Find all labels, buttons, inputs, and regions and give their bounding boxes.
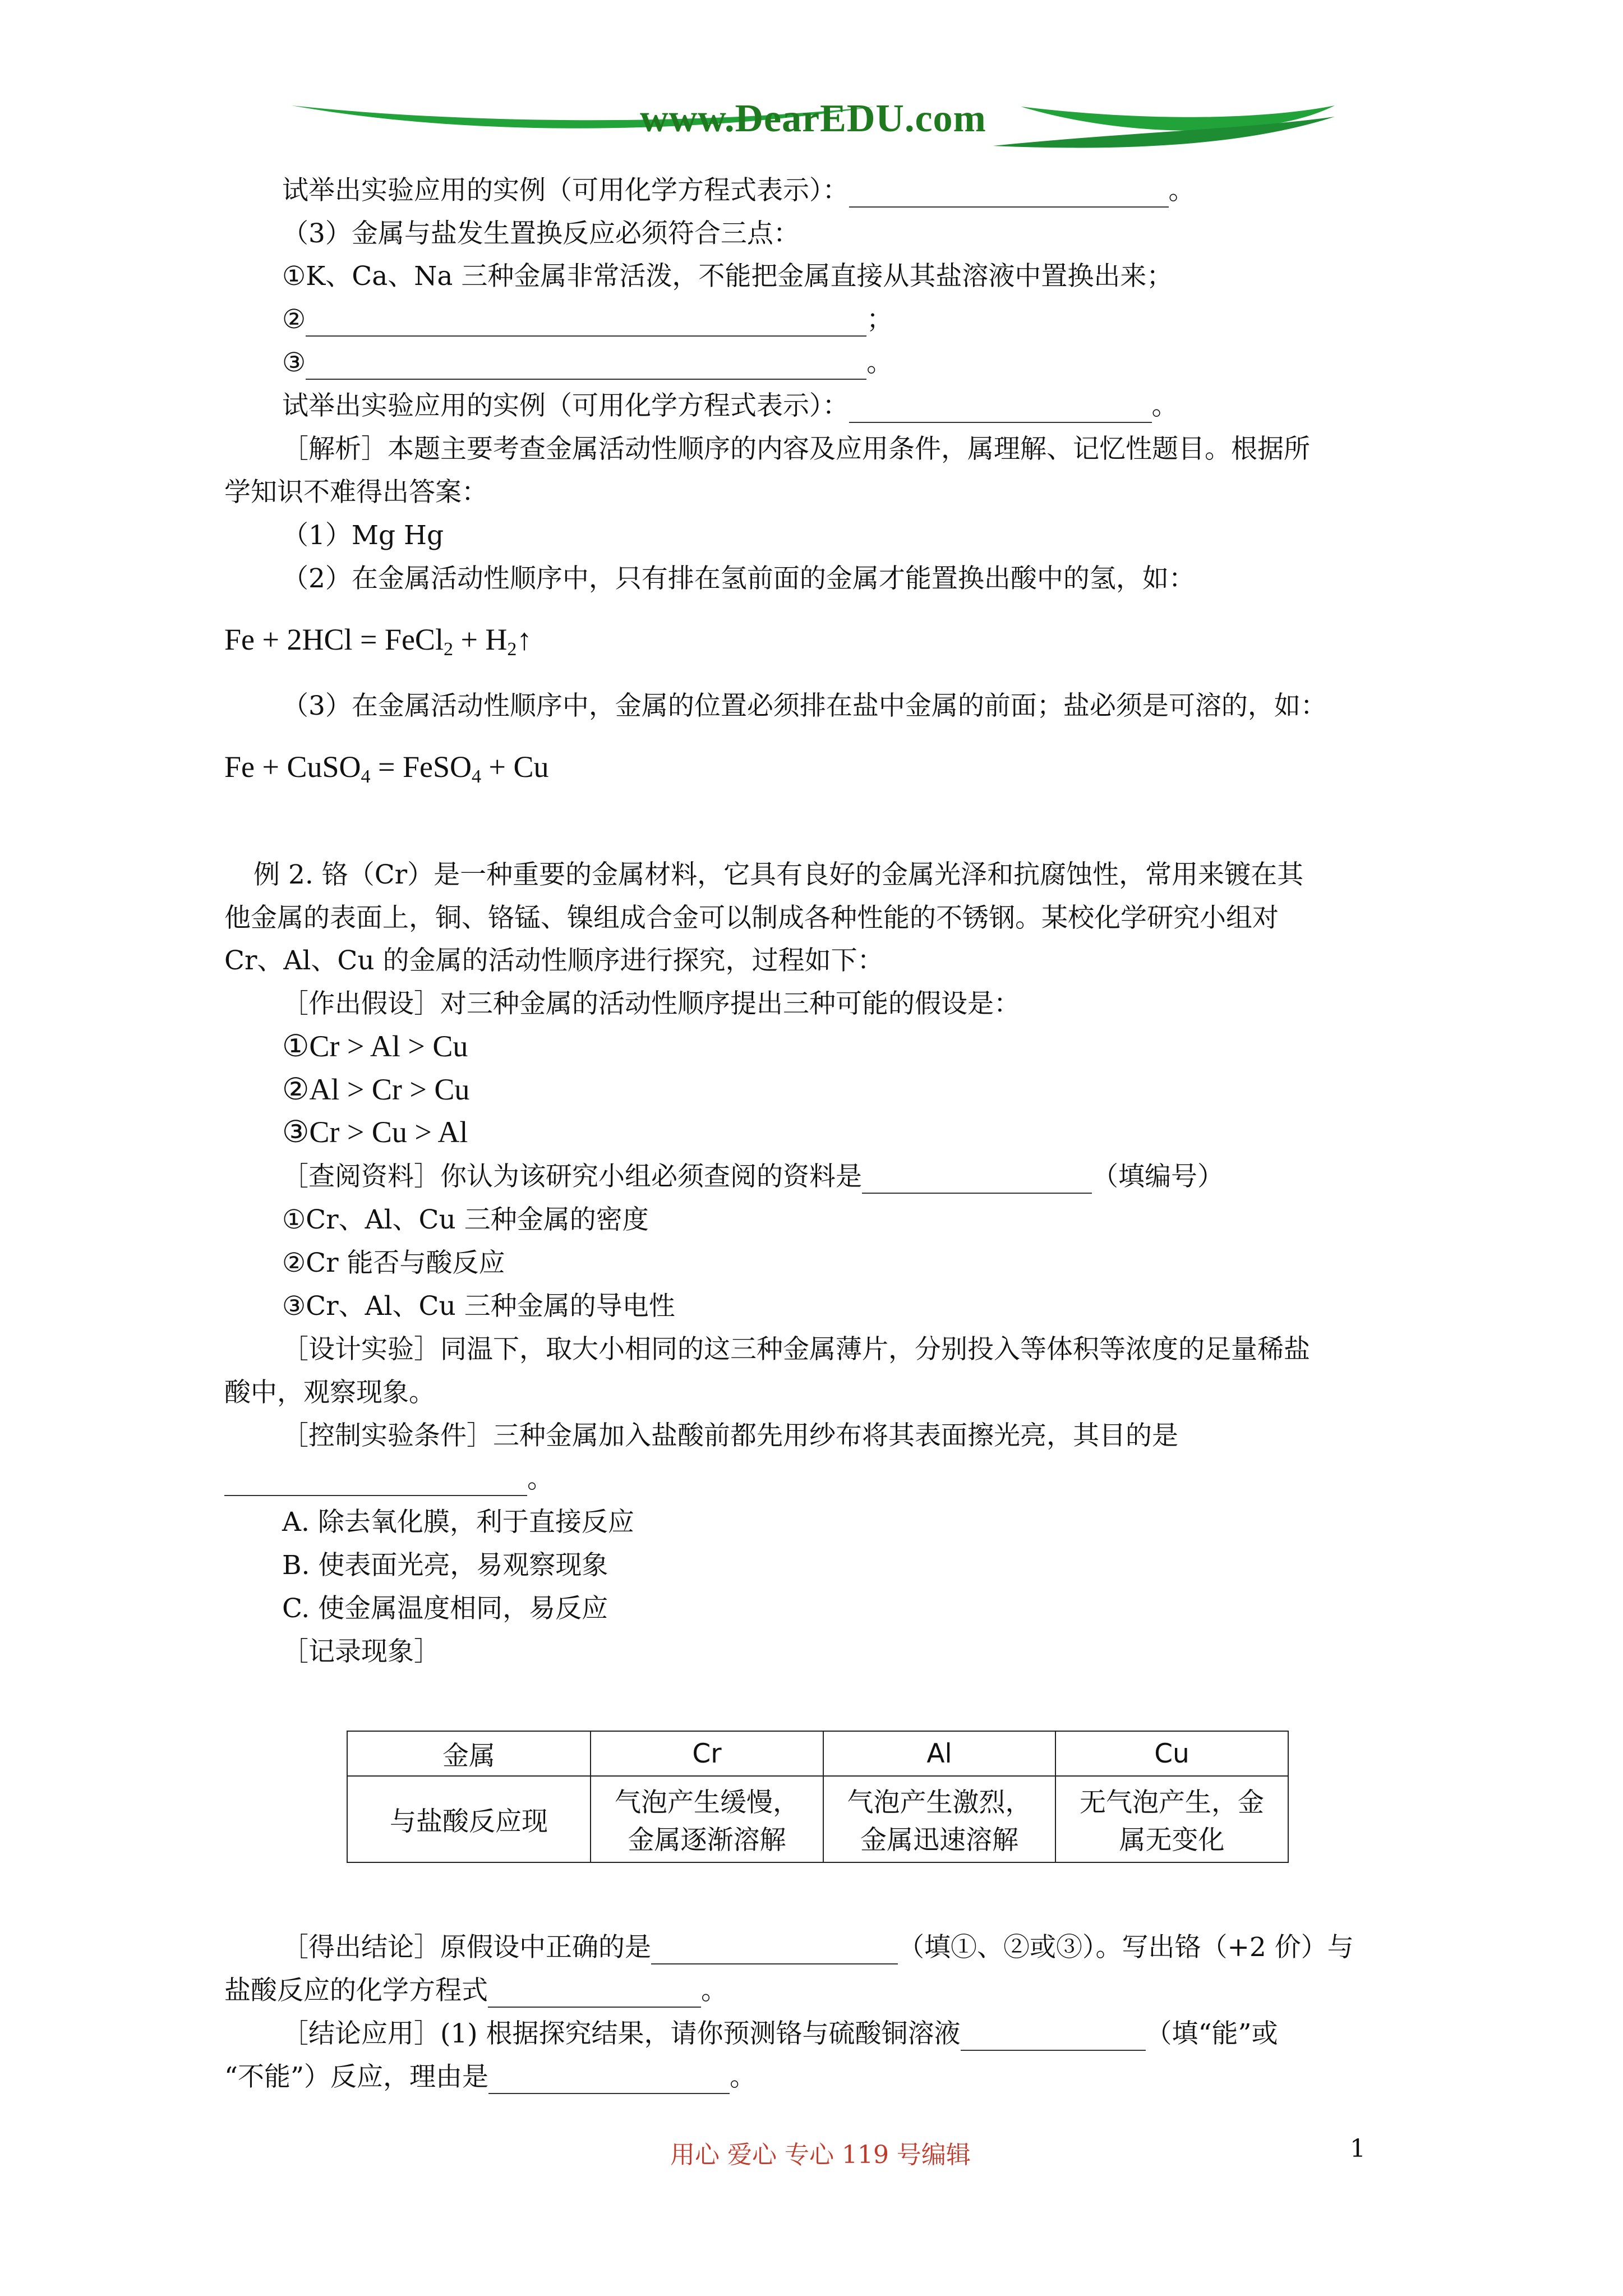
logo-text: www.DearEDU.com (640, 97, 986, 140)
hypothesis-3: ③Cr > Cu > Al (282, 1115, 468, 1149)
page-number: 1 (1350, 2134, 1366, 2163)
text-line: ①Cr、Al、Cu 三种金属的密度 (282, 1204, 649, 1235)
text-line: ② ； (282, 303, 893, 337)
answer-blank (224, 1470, 527, 1496)
text-line: ［得出结论］原假设中正确的是 （填①、②或③）。写出铬（+2 价）与 (282, 1931, 1354, 1964)
text-line: 。 (224, 1462, 554, 1496)
table-cell: 无气泡产生，金 属无变化 (1055, 1776, 1288, 1862)
option-a: A. 除去氧化膜，利于直接反应 (282, 1507, 634, 1538)
text-line: ［结论应用］(1) 根据探究结果，请你预测铬与硫酸铜溶液 （填“能”或 (282, 2017, 1278, 2051)
text-line: （1）Mg Hg (282, 520, 444, 551)
table-header-cell: Cr (591, 1731, 823, 1776)
table-cell: 气泡产生缓慢， 金属逐渐溶解 (591, 1776, 823, 1862)
answer-blank (961, 2025, 1146, 2051)
answer-blank (651, 1939, 898, 1964)
text-line: ［记录现象］ (282, 1636, 440, 1667)
table-cell: 气泡产生激烈， 金属迅速溶解 (823, 1776, 1055, 1862)
header-logo (292, 84, 1335, 168)
text-line: ［解析］本题主要考查金属活动性顺序的内容及应用条件，属理解、记忆性题目。根据所 (282, 434, 1310, 464)
reaction-table (347, 1731, 1289, 1863)
text-line: （3）金属与盐发生置换反应必须符合三点： (282, 218, 800, 249)
answer-blank (862, 1168, 1092, 1194)
text-line: ［作出假设］对三种金属的活动性顺序提出三种可能的假设是： (282, 988, 1020, 1019)
option-b: B. 使表面光亮，易观察现象 (282, 1550, 608, 1581)
table-header-cell: Cu (1055, 1731, 1288, 1776)
text-line: ①K、Ca、Na 三种金属非常活泼，不能把金属直接从其盐溶液中置换出来； (282, 261, 1173, 292)
text-line: （2）在金属活动性顺序中，只有排在氢前面的金属才能置换出酸中的氢，如： (282, 563, 1195, 594)
example-heading: 例 2. 铬（Cr）是一种重要的金属材料，它具有良好的金属光泽和抗腐蚀性，常用来镀在其 (253, 859, 1304, 890)
text-line: 试举出实验应用的实例（可用化学方程式表示）： 。 (282, 174, 1195, 208)
text-line: “不能”）反应，理由是 。 (224, 2060, 756, 2094)
hypothesis-2: ②Al > Cr > Cu (282, 1073, 470, 1106)
text-line: 试举出实验应用的实例（可用化学方程式表示）： 。 (282, 389, 1178, 423)
text-line: 酸中，观察现象。 (224, 1377, 435, 1408)
answer-blank (306, 354, 866, 380)
text-line: 学知识不难得出答案： (224, 477, 488, 508)
footer-text: 用心 爱心 专心 119 号编辑 (670, 2141, 971, 2169)
text-line: ③ 。 (282, 346, 893, 380)
table-header-cell: 金属 (347, 1731, 591, 1776)
text-line: （3）在金属活动性顺序中，金属的位置必须排在盐中金属的前面；盐必须是可溶的，如： (282, 691, 1327, 721)
table-row-label: 与盐酸反应现 (347, 1776, 591, 1862)
text-line: ［控制实验条件］三种金属加入盐酸前都先用纱布将其表面擦光亮，其目的是 (282, 1420, 1178, 1451)
hypothesis-1: ①Cr > Al > Cu (282, 1029, 468, 1063)
text-line: ［查阅资料］你认为该研究小组必须查阅的资料是 （填编号） (282, 1160, 1224, 1194)
table-header-cell: Al (823, 1731, 1055, 1776)
text-line: 盐酸反应的化学方程式 。 (224, 1974, 727, 2008)
text-line: 他金属的表面上，铜、铬锰、镍组成合金可以制成各种性能的不锈钢。某校化学研究小组对 (224, 903, 1279, 933)
table-row (347, 1776, 1288, 1862)
equation-fe-cuso4: Fe + CuSO$_4$ = FeSO$_4$ + Cu (224, 750, 549, 787)
answer-blank (849, 182, 1169, 208)
option-c: C. 使金属温度相同，易反应 (282, 1593, 608, 1624)
answer-blank (306, 311, 866, 337)
answer-blank (488, 2068, 730, 2094)
table-header-row (347, 1731, 1288, 1776)
text-line: ③Cr、Al、Cu 三种金属的导电性 (282, 1291, 675, 1322)
text-line: ②Cr 能否与酸反应 (282, 1248, 505, 1278)
answer-blank (849, 397, 1152, 423)
equation-fe-hcl: Fe + 2HCl = FeCl$_2$ + $H_2↑$ (224, 623, 532, 660)
text-line: Cr、Al、Cu 的金属的活动性顺序进行探究，过程如下： (224, 945, 884, 976)
text-line: ［设计实验］同温下，取大小相同的这三种金属薄片，分别投入等体积等浓度的足量稀盐 (282, 1334, 1310, 1365)
answer-blank (488, 1982, 701, 2008)
